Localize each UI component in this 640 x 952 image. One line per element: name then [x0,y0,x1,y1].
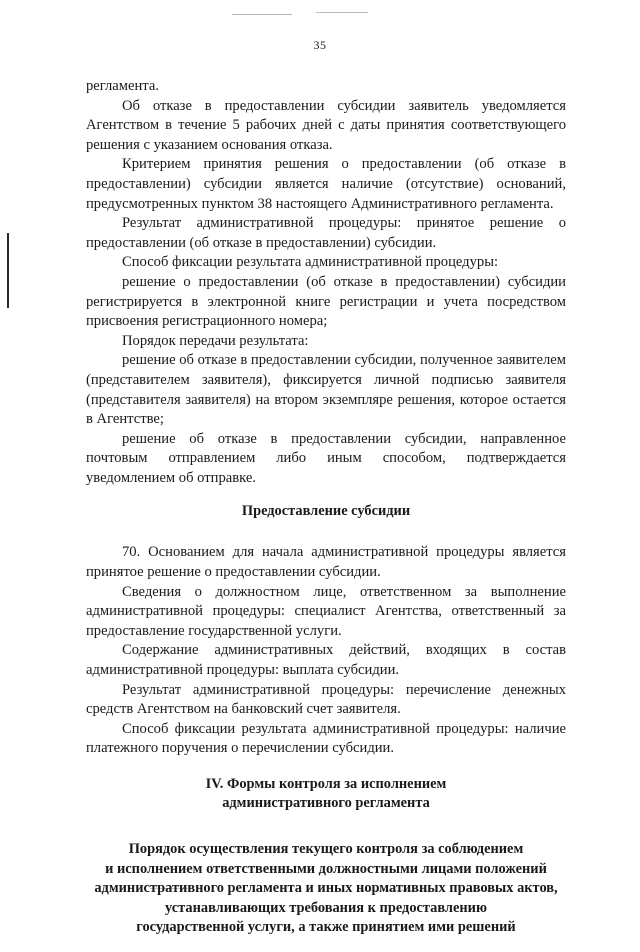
paragraph: решение об отказе в предоставлении субсидии, полученное заявителем (представителем заявителя), фиксируется личной подписью заявителя (представителя заявителя) на втором экземпляре решения, которое остается в Агентстве; [86,352,566,428]
subsection-heading-line: и исполнением ответственными должностными лицами положений [105,860,547,877]
paragraph: решение о предоставлении (об отказе в предоставлении) субсидии регистрируется в электронной книге регистрации и учета посредством присвоения регистрационного номера; [86,273,566,330]
section-heading-subsidy: Предоставление субсидии [241,503,411,520]
paragraph: регламента. [86,78,159,94]
paragraph: Способ фиксации результата административной процедуры: наличие платежного поручения о перечислении субсидии. [86,720,566,757]
paragraph: Результат административной процедуры: перечисление денежных средств Агентством на банковский счет заявителя. [86,681,566,718]
paragraph: Способ фиксации результата административной процедуры: [122,254,499,271]
paragraph: Порядок передачи результата: [122,332,309,349]
paragraph: Сведения о должностном лице, ответственном за выполнение административной процедуры: специалист Агентства, ответственный за предоставление государственной услуги. [86,583,566,639]
paragraph: Об отказе в предоставлении субсидии заявитель уведомляется Агентством в течение 5 рабочих дней с даты принятия соответствующего решения с указанием основания отказа. [86,97,566,153]
paragraph: Результат административной процедуры: принятое решение о предоставлении (об отказе в предоставлении) субсидии. [86,215,566,251]
document-body [86,77,566,952]
scan-artifact-top [232,14,292,15]
scan-artifact-top-2 [316,12,368,13]
subsection-heading [86,840,566,938]
paragraph: Содержание административных действий, входящих в состав административной процедуры: выплата субсидии. [86,642,566,679]
chapter-heading [86,775,566,813]
page-number: 35 [313,38,327,52]
subsection-heading-line: устанавливающих требования к предоставлению [165,899,487,916]
subsection-heading-line: административного регламента и иных нормативных правовых актов, [94,880,558,897]
chapter-heading-line: административного регламента [222,795,430,811]
paragraph: решение об отказе в предоставлении субсидии, направленное почтовым отправлением либо иным способом, подтверждается уведомлением об отправке. [86,430,566,486]
subsection-heading-line: Порядок осуществления текущего контроля за соблюдением [128,841,524,857]
margin-scan-bar [7,233,9,308]
subsection-heading-line: государственной услуги, а также принятием ими решений [136,919,516,936]
paragraph: 70. Основанием для начала административной процедуры является принятое решение о предоставлении субсидии. [86,544,566,581]
paragraph: Критерием принятия решения о предоставлении (об отказе в предоставлении) субсидии является наличие (отсутствие) оснований, предусмотренных пунктом 38 настоящего Административного регламента. [86,156,566,212]
chapter-heading-line: IV. Формы контроля за исполнением [205,776,447,792]
